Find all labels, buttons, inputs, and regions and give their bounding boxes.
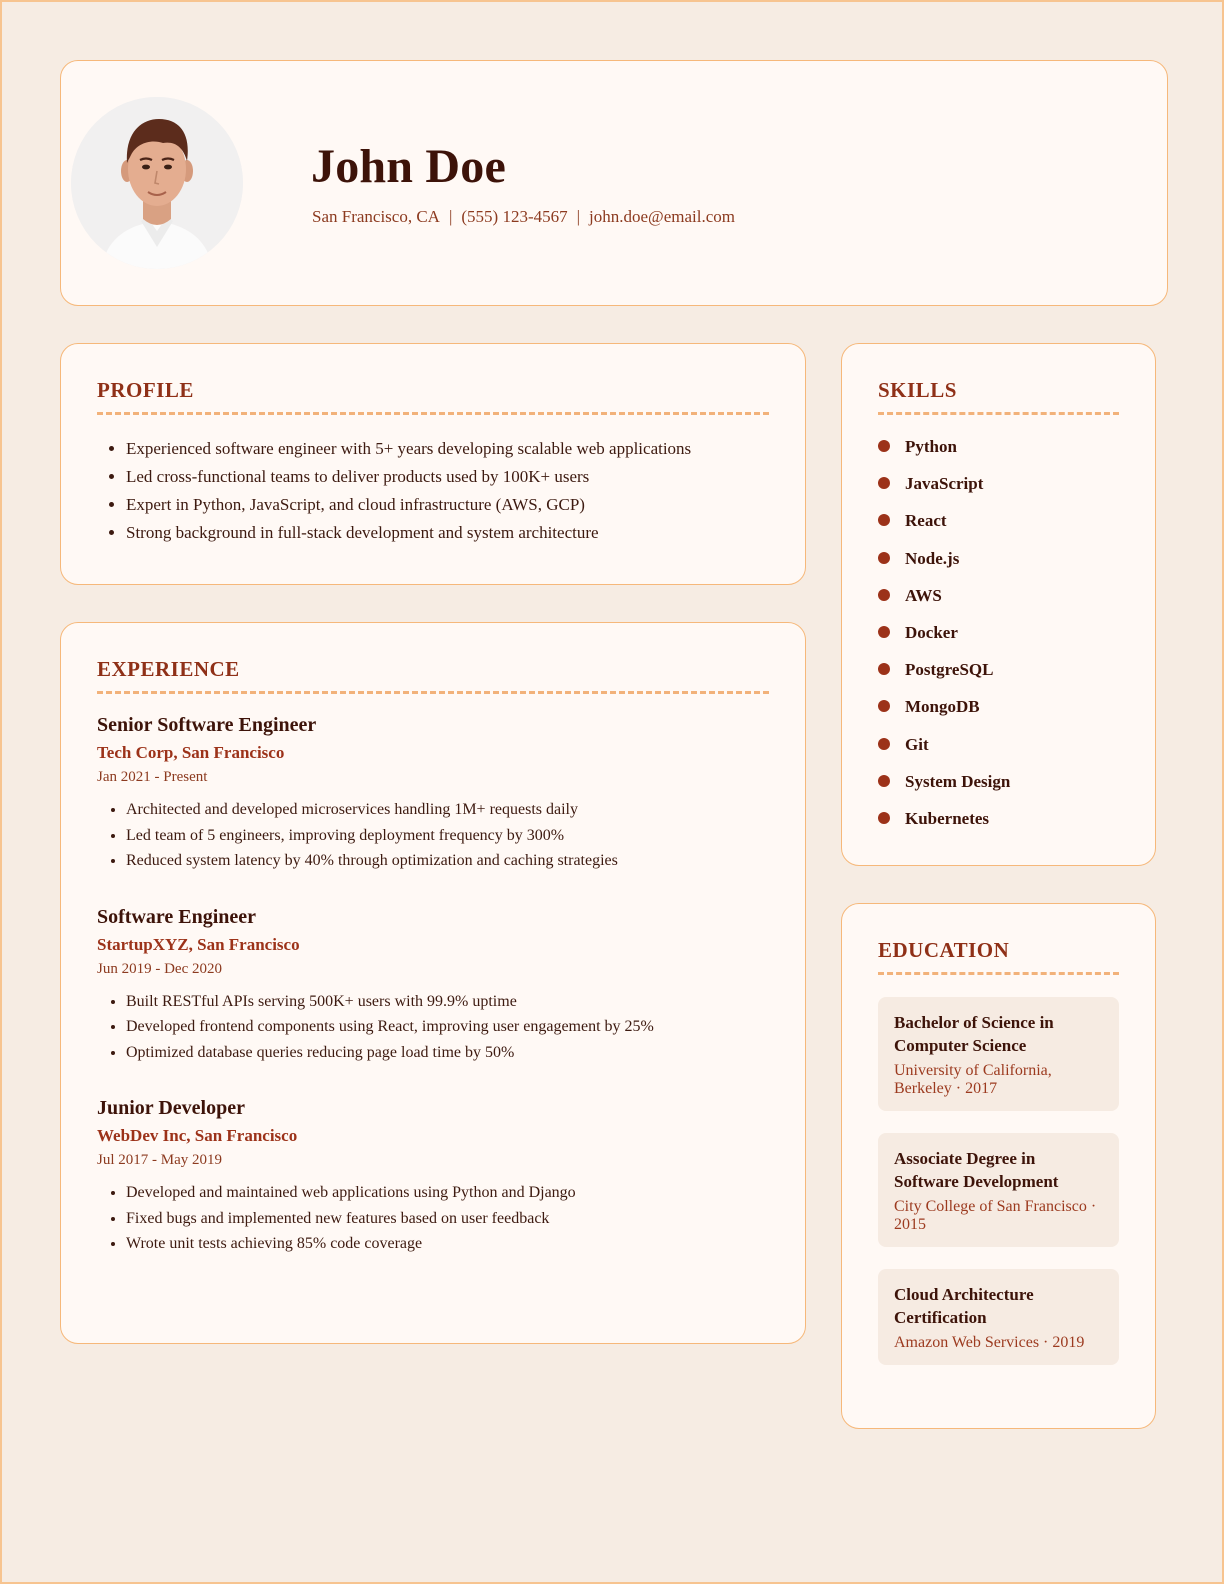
- profile-list: [97, 435, 769, 547]
- education-school: Amazon Web Services · 2019: [894, 1334, 1085, 1351]
- bullet-dot-icon: [878, 700, 890, 712]
- job-bullets: [97, 989, 769, 1066]
- list-item: • Experienced software engineer with 5+ years developing scalable web applications: [126, 435, 769, 463]
- bullet-dot-icon: [878, 552, 890, 564]
- list-item: • Developed frontend components using React, improving user engagement by 25%: [126, 1014, 769, 1040]
- education-card: [841, 903, 1156, 1429]
- list-item: • Strong background in full-stack development and system architecture: [126, 519, 769, 547]
- contact-separator: |: [576, 207, 581, 226]
- job-bullets: [97, 797, 769, 874]
- bullet-dot-icon: [878, 514, 890, 526]
- skill-item: [878, 435, 1119, 472]
- education-degree: Bachelor of Science in Computer Science: [894, 1013, 1054, 1055]
- education-school: City College of San Francisco · 2015: [894, 1198, 1097, 1233]
- education-degree: Cloud Architecture Certification: [894, 1285, 1034, 1327]
- skill-item: [878, 584, 1119, 621]
- bullet-dot-icon: [878, 738, 890, 750]
- skill-label: Kubernetes: [905, 808, 990, 828]
- skill-label: MongoDB: [905, 697, 980, 717]
- job-title: Senior Software Engineer: [97, 714, 317, 736]
- list-item: • Fixed bugs and implemented new features based on user feedback: [126, 1206, 769, 1232]
- list-item: • Reduced system latency by 40% through optimization and caching strategies: [126, 848, 769, 874]
- bullet-dot-icon: [878, 812, 890, 824]
- skill-item: [878, 770, 1119, 807]
- job-company: Tech Corp, San Francisco: [97, 743, 285, 762]
- job-dates: Jun 2019 - Dec 2020: [97, 960, 222, 977]
- list-item: • Wrote unit tests achieving 85% code coverage: [126, 1231, 769, 1257]
- bullet-dot-icon: [878, 589, 890, 601]
- skill-label: Docker: [905, 622, 958, 642]
- education-school: University of California, Berkeley · 2017: [894, 1062, 1052, 1097]
- email-link[interactable]: john.doe@email.com: [589, 207, 735, 226]
- list-item: • Architected and developed microservices handling 1M+ requests daily: [126, 797, 769, 823]
- bullet-dot-icon: [878, 775, 890, 787]
- skill-item: [878, 621, 1119, 658]
- skill-label: AWS: [905, 585, 942, 605]
- skill-item: [878, 695, 1119, 732]
- experience-section-title: EXPERIENCE: [97, 657, 769, 694]
- bullet-dot-icon: [878, 477, 890, 489]
- skill-item: [878, 509, 1119, 546]
- avatar: [71, 97, 243, 269]
- job-dates: Jul 2017 - May 2019: [97, 1152, 222, 1168]
- skill-label: React: [905, 511, 947, 531]
- skill-item: [878, 472, 1119, 509]
- job-bullets: [97, 1180, 769, 1257]
- skills-section-title: SKILLS: [878, 378, 1119, 415]
- list-item: • Led team of 5 engineers, improving deployment frequency by 300%: [126, 823, 769, 849]
- list-item: • Built RESTful APIs serving 500K+ users with 99.9% uptime: [126, 989, 769, 1015]
- job-company: WebDev Inc, San Francisco: [97, 1126, 298, 1145]
- bullet-dot-icon: [878, 663, 890, 675]
- job-company: StartupXYZ, San Francisco: [97, 934, 300, 954]
- bullet-dot-icon: [878, 626, 890, 638]
- location-text: San Francisco, CA: [312, 207, 440, 226]
- skills-card: [841, 343, 1156, 866]
- contact-separator: |: [448, 207, 453, 226]
- list-item: • Developed and maintained web applications using Python and Django: [126, 1180, 769, 1206]
- job-dates: Jan 2021 - Present: [97, 769, 208, 785]
- bullet-dot-icon: [878, 440, 890, 452]
- experience-card: [60, 622, 806, 1344]
- skills-list: [878, 435, 1119, 844]
- list-item: • Led cross-functional teams to deliver products used by 100K+ users: [126, 463, 769, 491]
- job-title: Software Engineer: [97, 905, 257, 928]
- candidate-name: John Doe: [311, 140, 506, 193]
- skill-item: [878, 547, 1119, 584]
- profile-photo-icon: [71, 97, 243, 269]
- list-item: • Optimized database queries reducing page load time by 50%: [126, 1040, 769, 1066]
- skill-label: JavaScript: [905, 474, 984, 494]
- education-entry: [878, 1133, 1119, 1247]
- education-entry: [878, 1269, 1119, 1365]
- job-entry: [97, 712, 769, 874]
- contact-line: [312, 207, 735, 227]
- profile-section-title: PROFILE: [97, 378, 769, 415]
- education-section-title: EDUCATION: [878, 938, 1119, 975]
- skill-item: [878, 733, 1119, 770]
- skill-item: [878, 807, 1119, 844]
- job-entry: [97, 904, 769, 1066]
- skill-label: Python: [905, 437, 957, 456]
- phone-text: (555) 123-4567: [461, 207, 568, 226]
- job-title: Junior Developer: [97, 1097, 245, 1119]
- profile-card: [60, 343, 806, 585]
- education-entry: [878, 997, 1119, 1111]
- skill-label: System Design: [905, 771, 1011, 791]
- skill-label: PostgreSQL: [905, 660, 994, 680]
- job-entry: [97, 1095, 769, 1257]
- skill-label: Git: [905, 734, 929, 754]
- education-degree: Associate Degree in Software Development: [894, 1149, 1059, 1191]
- list-item: • Expert in Python, JavaScript, and cloud infrastructure (AWS, GCP): [126, 491, 769, 519]
- header-card: [60, 60, 1168, 306]
- skill-item: [878, 658, 1119, 695]
- skill-label: Node.js: [905, 548, 960, 568]
